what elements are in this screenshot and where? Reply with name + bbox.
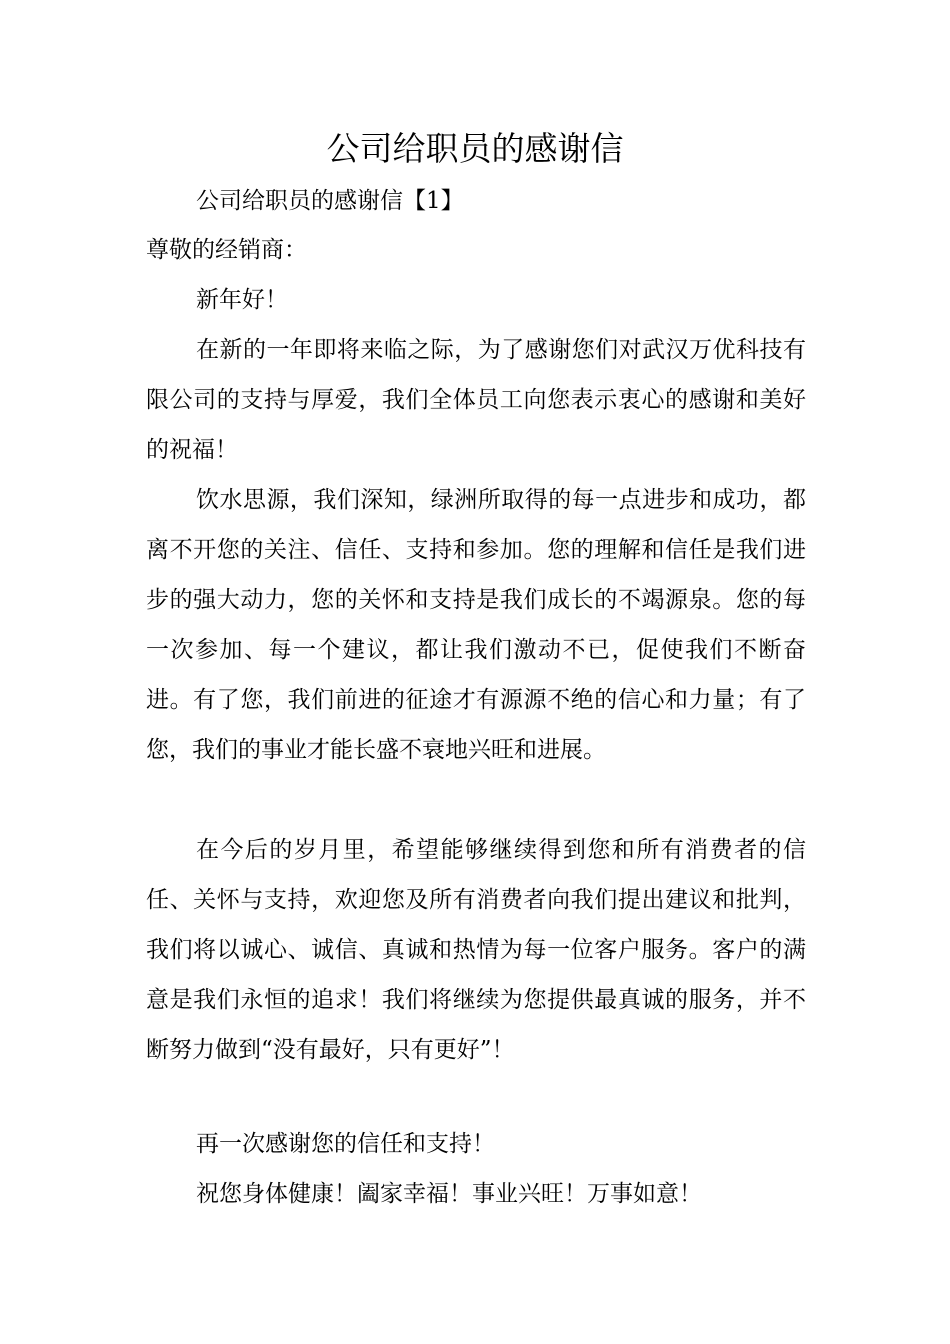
salutation: 尊敬的经销商： — [146, 237, 307, 263]
document-title: 公司给职员的感谢信 — [326, 129, 624, 168]
closing-line-2: 祝您身体健康！阖家幸福！事业兴旺！万事如意！ — [196, 1181, 702, 1207]
closing-line-1: 再一次感谢您的信任和支持！ — [196, 1131, 495, 1157]
paragraph-2: 饮水思源，我们深知，绿洲所取得的每一点进步和成功，都离不开您的关注、信任、支持和参加。您的理解和信任是我们进步的强大动力，您的关怀和支持是我们成长的不竭源泉。您的每一次参加、每一个建议，都让我们激动不已，促使我们不断奋进。有了您，我们前进的征途才有源源不绝的信心和力量；有了您，我们的事业才能长盛不衰地兴旺和进展。 — [146, 487, 806, 763]
document-subtitle: 公司给职员的感谢信【1】 — [196, 188, 464, 214]
paragraph-3: 在今后的岁月里，希望能够继续得到您和所有消费者的信任、关怀与支持，欢迎您及所有消费者向我们提出建议和批判，我们将以诚心、诚信、真诚和热情为每一位客户服务。客户的满意是我们永恒的追求！我们将继续为您提供最真诚的服务，并不断努力做到“没有最好，只有更好”！ — [146, 837, 806, 1063]
greeting: 新年好！ — [196, 287, 288, 313]
paragraph-1: 在新的一年即将来临之际，为了感谢您们对武汉万优科技有限公司的支持与厚爱，我们全体员工向您表示衷心的感谢和美好的祝福！ — [146, 337, 806, 463]
